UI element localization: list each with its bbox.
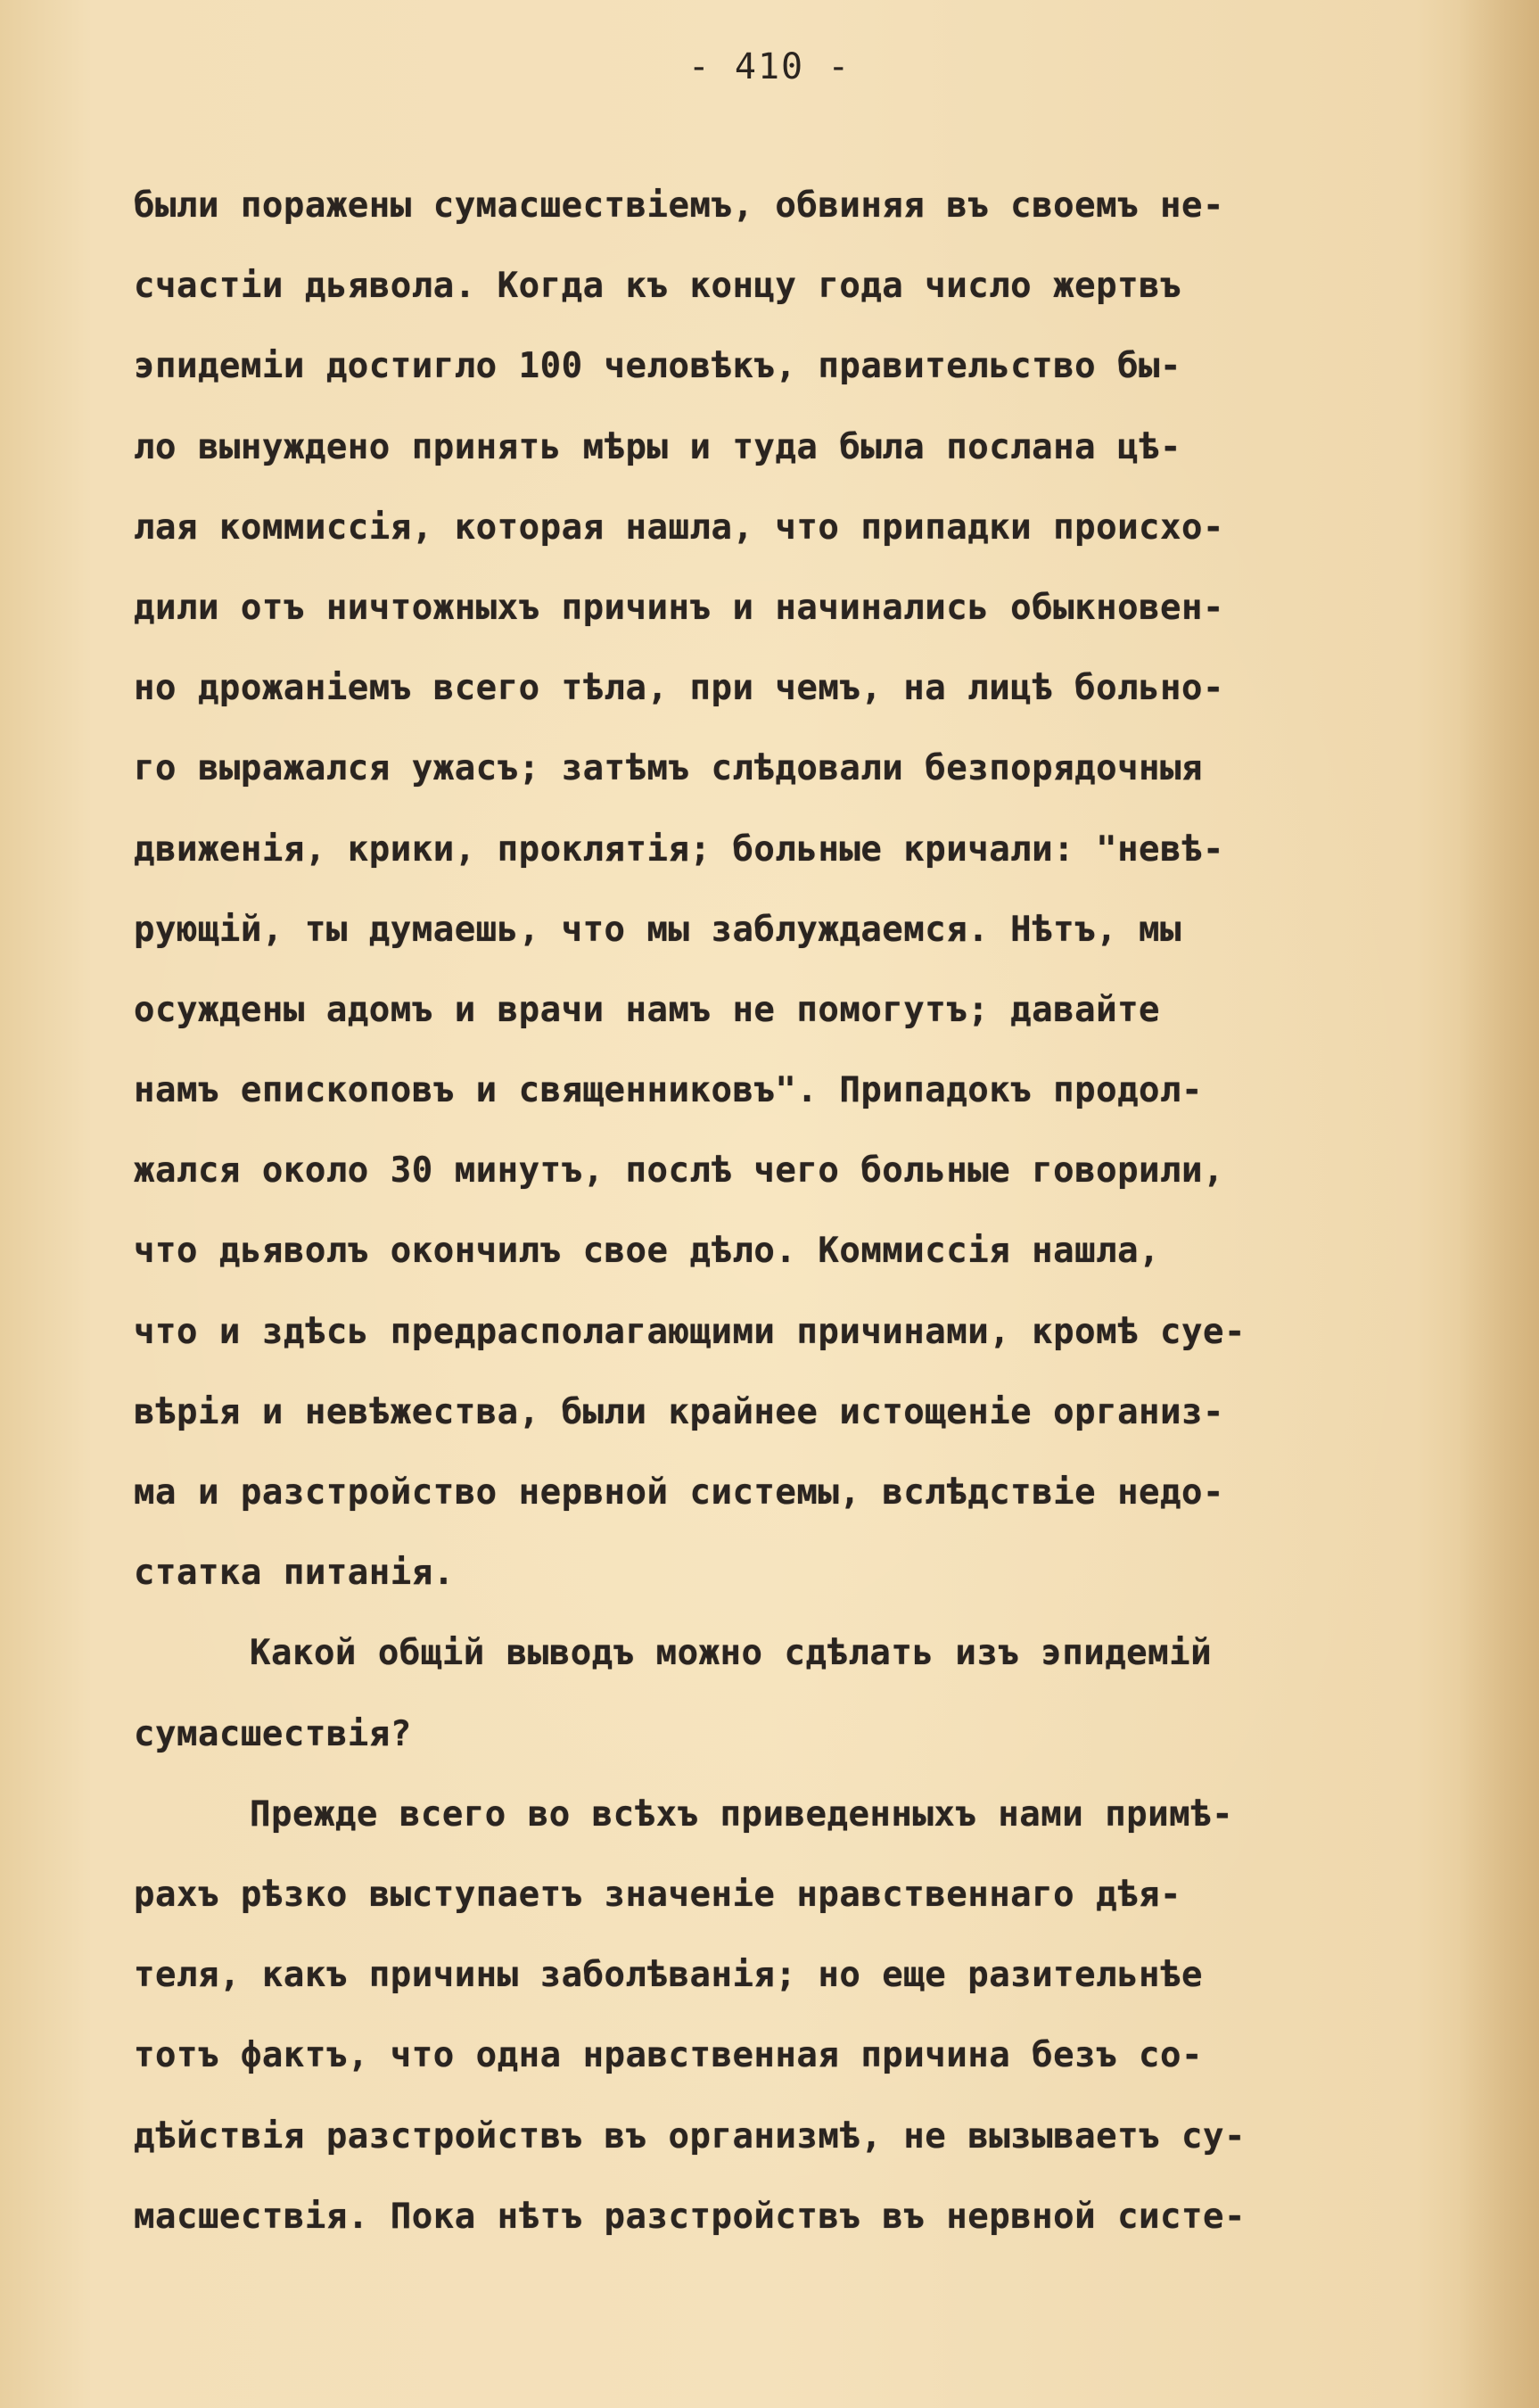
text-line: но дрожаніемъ всего тѣла, при чемъ, на лицѣ больно- [134,668,1224,709]
text-line: го выражался ужасъ; затѣмъ слѣдовали безпорядочныя [134,748,1203,789]
text-line: Какой общій выводъ можно сдѣлать изъ эпидемій [250,1633,1213,1674]
page-number: - 410 - [687,46,852,87]
text-line: что и здѣсь предрасполагающими причинами, кромѣ суе- [134,1311,1246,1352]
text-line: что дьяволъ окончилъ свое дѣло. Коммиссія нашла, [134,1231,1161,1272]
text-line: ло вынуждено принять мѣры и туда была послана цѣ- [134,426,1182,467]
text-line: вѣрія и невѣжества, были крайнее истощеніе организ- [134,1391,1224,1432]
text-line: счастіи дьявола. Когда къ концу года число жертвъ [134,266,1182,307]
text-line: были поражены сумасшествіемъ, обвиняя въ своемъ не- [134,186,1224,226]
text-line: тотъ фактъ, что одна нравственная причина безъ со- [134,2035,1203,2076]
body-text [134,166,1400,2257]
text-line: ма и разстройство нервной системы, вслѣдствіе недо- [134,1472,1224,1513]
text-line: эпидеміи достигло 100 человѣкъ, правительство бы- [134,346,1182,387]
text-line: лая коммиссія, которая нашла, что припадки происхо- [134,507,1224,548]
text-line: теля, какъ причины заболѣванія; но еще разительнѣе [134,1955,1203,1996]
text-line: Прежде всего во всѣхъ приведенныхъ нами примѣ- [250,1794,1234,1835]
text-line: масшествія. Пока нѣтъ разстройствъ въ нервной систе- [134,2196,1246,2237]
text-line: сумасшествія? [134,1713,412,1754]
text-line: рующій, ты думаешь, что мы заблуждаемся. Нѣтъ, мы [134,909,1182,950]
text-line: осуждены адомъ и врачи намъ не помогутъ; давайте [134,989,1161,1030]
text-line: жался около 30 минутъ, послѣ чего больные говорили, [134,1150,1224,1192]
text-line: дили отъ ничтожныхъ причинъ и начинались обыкновен- [134,587,1224,628]
text-line: статка питанія. [134,1553,455,1594]
text-line: движенія, крики, проклятія; больные кричали: "невѣ- [134,829,1224,870]
text-line: рахъ рѣзко выступаетъ значеніе нравственнаго дѣя- [134,1874,1182,1915]
page-edge-shadow [1459,0,1539,2408]
text-line: намъ епископовъ и священниковъ". Припадокъ продол- [134,1070,1203,1111]
text-line: дѣйствія разстройствъ въ организмѣ, не вызываетъ су- [134,2115,1246,2156]
